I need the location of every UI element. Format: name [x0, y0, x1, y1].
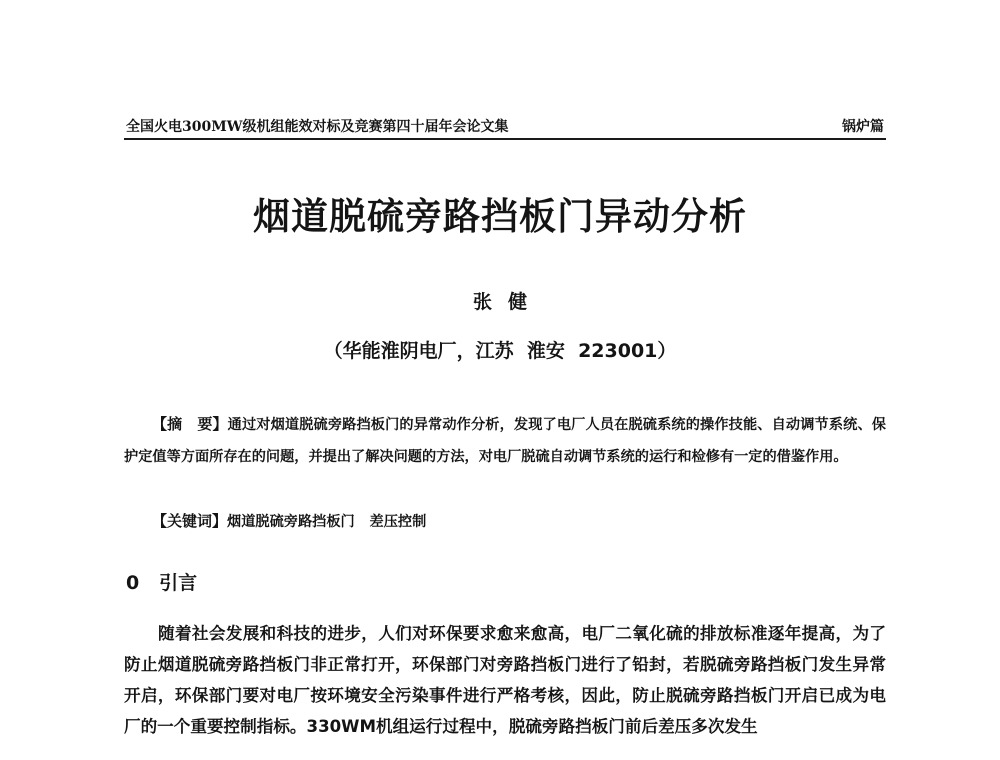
- proceedings-title: 全国火电300MW级机组能效对标及竞赛第四十届年会论文集: [126, 119, 509, 135]
- section-title: 引言: [159, 572, 198, 594]
- keywords: [152, 505, 426, 538]
- keywords-text: 烟道脱硫旁路挡板门 差压控制: [227, 514, 427, 530]
- section-number: 0: [126, 572, 140, 594]
- keywords-label: 【关键词】: [152, 512, 228, 530]
- abstract-label: 【摘 要】: [152, 415, 228, 433]
- abstract-text: 通过对烟道脱硫旁路挡板门的异常动作分析，发现了电厂人员在脱硫系统的操作技能、自动调节系统、保护定值等方面所存在的问题，并提出了解决问题的方法，对电厂脱硫自动调节系统的运行和检修有一定的借鉴作用。: [124, 417, 886, 465]
- section-heading: [126, 568, 197, 595]
- author-affiliation: （华能淮阴电厂，江苏 淮安 223001）: [323, 340, 677, 362]
- section-category: 锅炉篇: [842, 119, 884, 135]
- intro-paragraph: 随着社会发展和科技的进步，人们对环保要求愈来愈高，电厂二氧化硫的排放标准逐年提高，为了防止烟道脱硫旁路挡板门非正常打开，环保部门对旁路挡板门进行了铅封，若脱硫旁路挡板门发生异常开启，环保部门要对电厂按环境安全污染事件进行严格考核，因此，防止脱硫旁路挡板门开启已成为电厂的一个重要控制指标。330WM机组运行过程中，脱硫旁路挡板门前后差压多次发生: [124, 624, 886, 736]
- paper-title: 烟道脱硫旁路挡板门异动分析: [253, 195, 747, 238]
- author-name: 张健: [472, 291, 543, 313]
- running-header: [124, 114, 886, 140]
- abstract: [124, 408, 886, 473]
